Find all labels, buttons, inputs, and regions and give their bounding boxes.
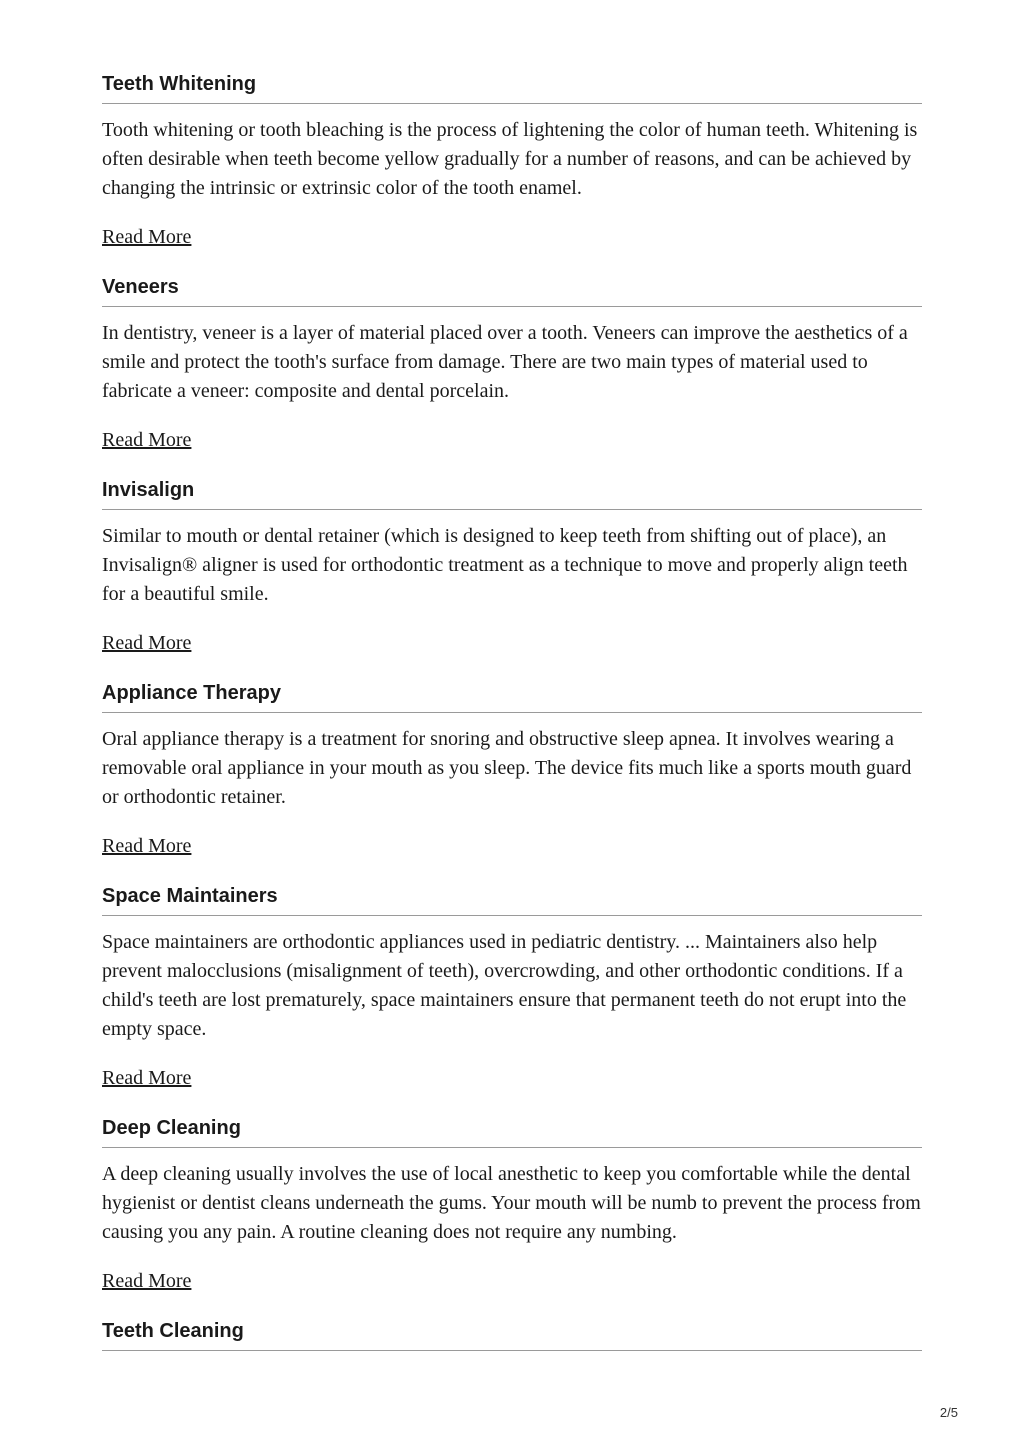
- section-teeth-cleaning: [102, 1319, 922, 1351]
- services-content: [102, 72, 922, 1351]
- page-number: 2/5: [939, 1405, 958, 1420]
- section-space-maintainers: [102, 884, 922, 1116]
- section-description: Similar to mouth or dental retainer (which is designed to keep teeth from shifting out of place), an Invisalign® aligner is used for orthodontic treatment as a technique to move and properly align teeth for a beautiful smile.: [102, 525, 908, 605]
- read-more-link[interactable]: Read More: [102, 632, 192, 654]
- section-heading: Invisalign: [102, 478, 922, 510]
- section-veneers: [102, 275, 922, 478]
- read-more-link[interactable]: Read More: [102, 226, 192, 248]
- section-invisalign: [102, 478, 922, 681]
- section-heading: Teeth Cleaning: [102, 1319, 922, 1351]
- section-teeth-whitening: [102, 72, 922, 275]
- section-description: Tooth whitening or tooth bleaching is the process of lightening the color of human teeth. Whitening is often desirable when teeth become yellow gradually for a number of reasons, and can be achieved by changing the intrinsic or extrinsic color of the tooth enamel.: [102, 119, 918, 199]
- read-more-link[interactable]: Read More: [102, 1270, 192, 1292]
- section-description: Oral appliance therapy is a treatment for snoring and obstructive sleep apnea. It involves wearing a removable oral appliance in your mouth as you sleep. The device fits much like a sports mouth guard or orthodontic retainer.: [102, 728, 912, 808]
- section-deep-cleaning: [102, 1116, 922, 1319]
- section-heading: Space Maintainers: [102, 884, 922, 916]
- section-heading: Deep Cleaning: [102, 1116, 922, 1148]
- section-appliance-therapy: [102, 681, 922, 884]
- section-heading: Appliance Therapy: [102, 681, 922, 713]
- section-heading: Veneers: [102, 275, 922, 307]
- section-description: Space maintainers are orthodontic appliances used in pediatric dentistry. ... Maintainers also help prevent malocclusions (misalignment of teeth), overcrowding, and other orthodontic conditions. If a child's teeth are lost prematurely, space maintainers ensure that permanent teeth do not erupt into the empty space.: [102, 931, 907, 1040]
- read-more-link[interactable]: Read More: [102, 1067, 192, 1089]
- read-more-link[interactable]: Read More: [102, 429, 192, 451]
- section-description: In dentistry, veneer is a layer of material placed over a tooth. Veneers can improve the aesthetics of a smile and protect the tooth's surface from damage. There are two main types of material used to fabricate a veneer: composite and dental porcelain.: [102, 322, 908, 402]
- section-description: A deep cleaning usually involves the use of local anesthetic to keep you comfortable while the dental hygienist or dentist cleans underneath the gums. Your mouth will be numb to prevent the process from causing you any pain. A routine cleaning does not require any numbing.: [102, 1163, 921, 1243]
- section-heading: Teeth Whitening: [102, 72, 922, 104]
- read-more-link[interactable]: Read More: [102, 835, 192, 857]
